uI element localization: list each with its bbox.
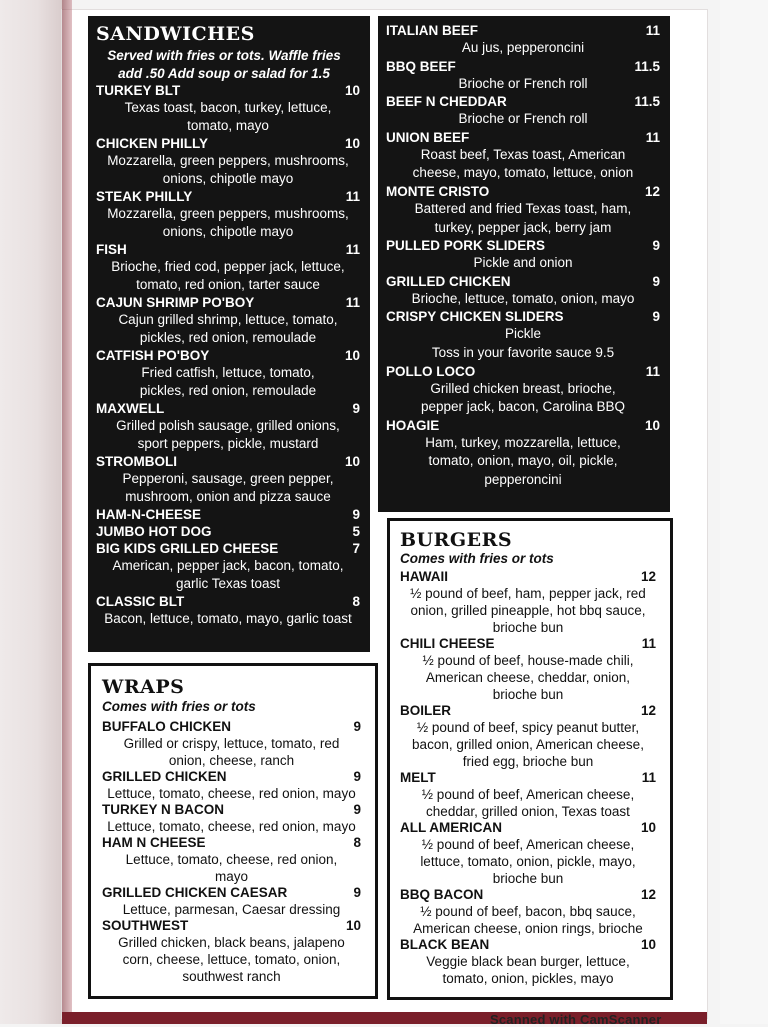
menu-item-name: GRILLED CHICKEN	[102, 769, 227, 784]
menu-item-price: 10	[344, 83, 360, 98]
menu-item-description: Fried catfish, lettuce, tomato,	[141, 365, 315, 380]
menu-item-description: ½ pound of beef, ham, pepper jack, red	[410, 586, 646, 601]
scanner-watermark: Scanned with CamScanner	[490, 1012, 662, 1027]
menu-item	[96, 348, 360, 400]
menu-item-price: 9	[352, 401, 360, 416]
menu-item-name: ALL AMERICAN	[400, 820, 502, 835]
menu-item-price: 8	[353, 835, 361, 850]
menu-item-description: ½ pound of beef, American cheese,	[421, 837, 635, 852]
menu-item	[386, 274, 660, 309]
menu-item-price: 12	[644, 183, 660, 199]
menu-item	[386, 130, 660, 183]
menu-item-description: Au jus, pepperoncini	[461, 40, 585, 55]
menu-item	[96, 454, 360, 506]
menu-item-name: TURKEY BLT	[96, 83, 181, 98]
menu-item	[400, 820, 656, 887]
menu-item-name: UNION BEEF	[386, 129, 470, 145]
menu-item-name: BBQ BEEF	[386, 58, 456, 74]
sandwiches-subtitle	[88, 47, 360, 83]
burgers-list	[400, 569, 656, 987]
menu-item-header	[386, 418, 660, 434]
menu-item-name: STEAK PHILLY	[96, 189, 193, 204]
menu-item-price: 11	[345, 295, 360, 310]
menu-item-header	[96, 541, 360, 557]
menu-item-description: Grilled or crispy, lettuce, tomato, red	[123, 736, 340, 751]
menu-item-price: 10	[640, 937, 656, 952]
menu-item-name: HAM N CHEESE	[102, 835, 206, 850]
menu-item-description: Lettuce, tomato, cheese, red onion, mayo	[107, 819, 356, 834]
menu-item-header	[96, 348, 360, 364]
menu-item-price: 11	[645, 363, 660, 379]
menu-item-price: 9	[353, 769, 361, 784]
menu-item-header	[102, 719, 361, 735]
menu-item	[102, 719, 361, 769]
menu-item-description: Mozzarella, green peppers, mushrooms,	[107, 153, 349, 168]
menu-item-description: onion, grilled pineapple, hot bbq sauce,	[410, 603, 646, 618]
menu-item-description: Brioche or French roll	[458, 75, 588, 91]
menu-item-description: onion, cheese, ranch	[168, 753, 295, 768]
scan-background-left	[0, 0, 62, 1024]
menu-item-name: BEEF N CHEDDAR	[386, 94, 507, 110]
menu-item	[102, 918, 361, 985]
menu-item-description: Lettuce, tomato, cheese, red onion,	[125, 852, 338, 867]
menu-item-description: brioche bun	[492, 620, 564, 635]
menu-item-name: JUMBO HOT DOG	[96, 524, 212, 539]
menu-item	[96, 136, 360, 188]
menu-item-description: Brioche, lettuce, tomato, onion, mayo	[411, 290, 635, 306]
menu-item-description: onions, chipotle mayo	[162, 224, 294, 239]
wraps-panel	[88, 663, 378, 999]
menu-item	[400, 937, 656, 987]
menu-item-name: BIG KIDS GRILLED CHEESE	[96, 541, 279, 556]
beef-and-chicken-panel	[378, 16, 670, 512]
menu-item-price: 10	[345, 918, 361, 933]
menu-item-name: STROMBOLI	[96, 454, 177, 469]
menu-item-description: Pickle	[504, 326, 541, 342]
burgers-title: BURGERS	[400, 529, 513, 551]
menu-item-header	[400, 820, 656, 836]
menu-item-header	[386, 309, 660, 325]
menu-item-name: MAXWELL	[96, 401, 165, 416]
menu-item-description: Lettuce, parmesan, Caesar dressing	[122, 902, 341, 917]
menu-item-price: 11	[641, 770, 656, 785]
menu-item-name: BLACK BEAN	[400, 937, 490, 952]
menu-item-description: pickles, red onion, remoulade	[139, 330, 317, 345]
menu-item-description: ½ pound of beef, spicy peanut butter,	[416, 720, 640, 735]
menu-item	[102, 769, 361, 802]
menu-item-name: CLASSIC BLT	[96, 594, 185, 609]
menu-item-header	[96, 136, 360, 152]
scan-background-right	[720, 0, 768, 1024]
menu-item-header	[96, 524, 360, 540]
menu-item-name: PULLED PORK SLIDERS	[386, 238, 546, 254]
menu-item-description: lettuce, tomato, onion, pickle, mayo,	[420, 854, 636, 869]
right-column-list	[386, 23, 660, 491]
menu-item-header	[96, 83, 360, 99]
menu-item-description: Pickle and onion	[473, 255, 573, 271]
menu-item	[102, 835, 361, 885]
menu-item-description: pickles, red onion, remoulade	[139, 383, 317, 398]
menu-item-price: 9	[652, 273, 660, 289]
menu-item	[96, 401, 360, 453]
menu-item-description: corn, cheese, lettuce, tomato, onion,	[122, 952, 341, 967]
menu-item-price: 10	[344, 454, 360, 469]
menu-item-description: tomato, mayo	[187, 118, 269, 133]
menu-item-header	[96, 189, 360, 205]
menu-item-header	[400, 887, 656, 903]
menu-item-description: American cheese, cheddar, onion,	[425, 670, 631, 685]
menu-item	[386, 184, 660, 237]
menu-item-description: tomato, red onion, tarter sauce	[136, 277, 320, 292]
menu-item-description: American, pepper jack, bacon, tomato,	[112, 558, 344, 573]
menu-item-price: 11	[345, 189, 360, 204]
menu-item-header	[102, 769, 361, 785]
menu-item-description: Brioche or French roll	[458, 111, 588, 127]
menu-item-price: 12	[640, 887, 656, 902]
menu-item-header	[96, 507, 360, 523]
menu-item	[386, 23, 660, 58]
menu-item-description: mayo	[214, 869, 248, 884]
menu-item	[96, 83, 360, 135]
menu-item-header	[102, 802, 361, 818]
menu-item-name: FISH	[96, 242, 127, 257]
menu-item	[96, 524, 360, 540]
menu-item-header	[400, 937, 656, 953]
menu-item	[96, 507, 360, 523]
menu-item-name: CATFISH PO'BOY	[96, 348, 210, 363]
menu-item-description: Toss in your favorite sauce 9.5	[431, 344, 615, 360]
menu-item-description: Grilled chicken, black beans, jalapeno	[118, 935, 345, 950]
wraps-list	[102, 719, 361, 985]
menu-item-price: 9	[353, 885, 361, 900]
menu-item	[400, 770, 656, 820]
menu-item-description: Grilled chicken breast, brioche,	[430, 380, 616, 396]
menu-item-name: SOUTHWEST	[102, 918, 189, 933]
burgers-panel	[387, 518, 673, 1000]
menu-item-header	[400, 703, 656, 719]
menu-item-header	[96, 594, 360, 610]
menu-item-name: HAM-N-CHEESE	[96, 507, 202, 522]
menu-item-name: GRILLED CHICKEN	[386, 273, 511, 289]
sandwiches-title: SANDWICHES	[96, 23, 255, 45]
menu-item-header	[96, 242, 360, 258]
menu-item	[400, 636, 656, 703]
menu-item-description: Pepperoni, sausage, green pepper,	[122, 471, 334, 486]
menu-item-description: Texas toast, bacon, turkey, lettuce,	[124, 100, 332, 115]
menu-item-header	[386, 59, 660, 75]
menu-item-description: Grilled polish sausage, grilled onions,	[116, 418, 340, 433]
menu-item-description: Lettuce, tomato, cheese, red onion, mayo	[107, 786, 356, 801]
menu-item-price: 11.5	[634, 58, 660, 74]
menu-item-description: Roast beef, Texas toast, American	[420, 146, 626, 162]
menu-item	[386, 59, 660, 94]
menu-item-header	[96, 454, 360, 470]
wraps-subtitle: Comes with fries or tots	[102, 699, 256, 714]
menu-item-price: 8	[352, 594, 360, 609]
menu-item-description: Battered and fried Texas toast, ham,	[414, 200, 632, 216]
menu-item-description: Mozzarella, green peppers, mushrooms,	[107, 206, 349, 221]
menu-item-name: HAWAII	[400, 569, 449, 584]
menu-item-description: pepper jack, bacon, Carolina BBQ	[420, 399, 626, 415]
menu-item-description: American cheese, onion rings, brioche	[413, 921, 643, 936]
menu-item-price: 9	[352, 507, 360, 522]
menu-item-name: ITALIAN BEEF	[386, 23, 478, 38]
menu-item	[96, 594, 360, 628]
menu-item-header	[386, 274, 660, 290]
menu-item-description: garlic Texas toast	[175, 576, 281, 591]
menu-item-header	[96, 401, 360, 417]
menu-item-price: 12	[640, 569, 656, 584]
menu-item-name: GRILLED CHICKEN CAESAR	[102, 885, 288, 900]
menu-item-description: onions, chipotle mayo	[162, 171, 294, 186]
menu-item	[386, 418, 660, 490]
menu-item	[96, 242, 360, 294]
menu-item-name: BOILER	[400, 703, 452, 718]
menu-item-description: Ham, turkey, mozzarella, lettuce,	[425, 434, 621, 450]
menu-item-description: fried egg, brioche bun	[462, 754, 594, 769]
menu-item-price: 9	[353, 802, 361, 817]
menu-item-price: 11.5	[634, 94, 660, 110]
menu-item-header	[400, 636, 656, 652]
menu-item-header	[386, 94, 660, 110]
menu-item-description: pepperoncini	[484, 471, 562, 487]
menu-item-price: 9	[353, 719, 361, 734]
sandwiches-panel	[88, 16, 370, 652]
menu-item-description: brioche bun	[492, 687, 564, 702]
menu-item-header	[102, 885, 361, 901]
menu-item-description: cheese, mayo, tomato, lettuce, onion	[412, 165, 634, 181]
menu-item-price: 11	[641, 636, 656, 651]
menu-item	[386, 94, 660, 129]
menu-item-description: Cajun grilled shrimp, lettuce, tomato,	[118, 312, 338, 327]
menu-item-description: sport peppers, pickle, mustard	[137, 436, 319, 451]
menu-item-price: 11	[645, 23, 660, 38]
menu-item-header	[96, 295, 360, 311]
menu-item-price: 10	[640, 820, 656, 835]
menu-item-description: ½ pound of beef, American cheese,	[421, 787, 635, 802]
menu-item-price: 12	[640, 703, 656, 718]
burgers-subtitle: Comes with fries or tots	[400, 551, 554, 566]
menu-item-header	[386, 184, 660, 200]
menu-item-description: bacon, grilled onion, American cheese,	[412, 737, 644, 752]
menu-item	[96, 541, 360, 593]
menu-item-name: MONTE CRISTO	[386, 183, 490, 199]
menu-item	[386, 238, 660, 273]
menu-item-header	[400, 770, 656, 786]
sandwiches-subtitle-line: add .50 Add soup or salad for 1.5	[118, 66, 330, 81]
menu-item-header	[386, 130, 660, 146]
menu-item-name: BBQ BACON	[400, 887, 484, 902]
menu-item-price: 10	[644, 417, 660, 433]
menu-item-description: southwest ranch	[182, 969, 281, 984]
menu-item	[386, 309, 660, 362]
menu-item-name: MELT	[400, 770, 436, 785]
sandwiches-subtitle-line: Served with fries or tots. Waffle fries	[107, 48, 341, 63]
menu-item	[96, 295, 360, 347]
menu-item-description: cheddar, grilled onion, Texas toast	[426, 804, 630, 819]
menu-item-header	[386, 364, 660, 380]
menu-item-name: CHICKEN PHILLY	[96, 136, 209, 151]
menu-item-name: CRISPY CHICKEN SLIDERS	[386, 309, 564, 325]
menu-item-price: 11	[345, 242, 360, 257]
menu-item-name: TURKEY N BACON	[102, 802, 225, 817]
menu-item-header	[386, 238, 660, 254]
menu-item-price: 10	[344, 136, 360, 151]
menu-item-name: CHILI CHEESE	[400, 636, 495, 651]
page-edge	[62, 0, 72, 1024]
menu-item-description: brioche bun	[492, 871, 564, 886]
menu-item	[386, 364, 660, 417]
menu-item-header	[102, 918, 361, 934]
menu-item-name: HOAGIE	[386, 417, 440, 433]
menu-item-description: Brioche, fried cod, pepper jack, lettuce,	[111, 259, 345, 274]
menu-item-description: Veggie black bean burger, lettuce,	[426, 954, 630, 969]
menu-item-description: tomato, onion, pickles, mayo	[442, 971, 614, 986]
menu-item-price: 9	[652, 309, 660, 325]
menu-item-description: Bacon, lettuce, tomato, mayo, garlic toast	[104, 611, 352, 626]
menu-item-header	[386, 23, 660, 39]
menu-item-price: 7	[352, 541, 360, 556]
menu-item-name: POLLO LOCO	[386, 363, 476, 379]
menu-item	[400, 887, 656, 937]
sandwiches-list	[96, 83, 360, 629]
menu-item	[400, 569, 656, 636]
menu-item-price: 11	[645, 129, 660, 145]
menu-item-description: ½ pound of beef, bacon, bbq sauce,	[420, 904, 636, 919]
menu-item-description: turkey, pepper jack, berry jam	[434, 219, 612, 235]
menu-item-header	[400, 569, 656, 585]
menu-item-description: mushroom, onion and pizza sauce	[125, 489, 331, 504]
menu-item-price: 10	[344, 348, 360, 363]
menu-item-price: 9	[652, 238, 660, 254]
menu-item	[102, 885, 361, 918]
menu-item	[96, 189, 360, 241]
menu-item	[400, 703, 656, 770]
menu-item-name: CAJUN SHRIMP PO'BOY	[96, 295, 255, 310]
menu-item	[102, 802, 361, 835]
wraps-title: WRAPS	[102, 676, 185, 698]
menu-item-description: ½ pound of beef, house-made chili,	[422, 653, 634, 668]
menu-item-price: 5	[352, 524, 360, 539]
menu-item-description: tomato, onion, mayo, oil, pickle,	[428, 453, 618, 469]
menu-item-header	[102, 835, 361, 851]
menu-item-name: BUFFALO CHICKEN	[102, 719, 231, 734]
